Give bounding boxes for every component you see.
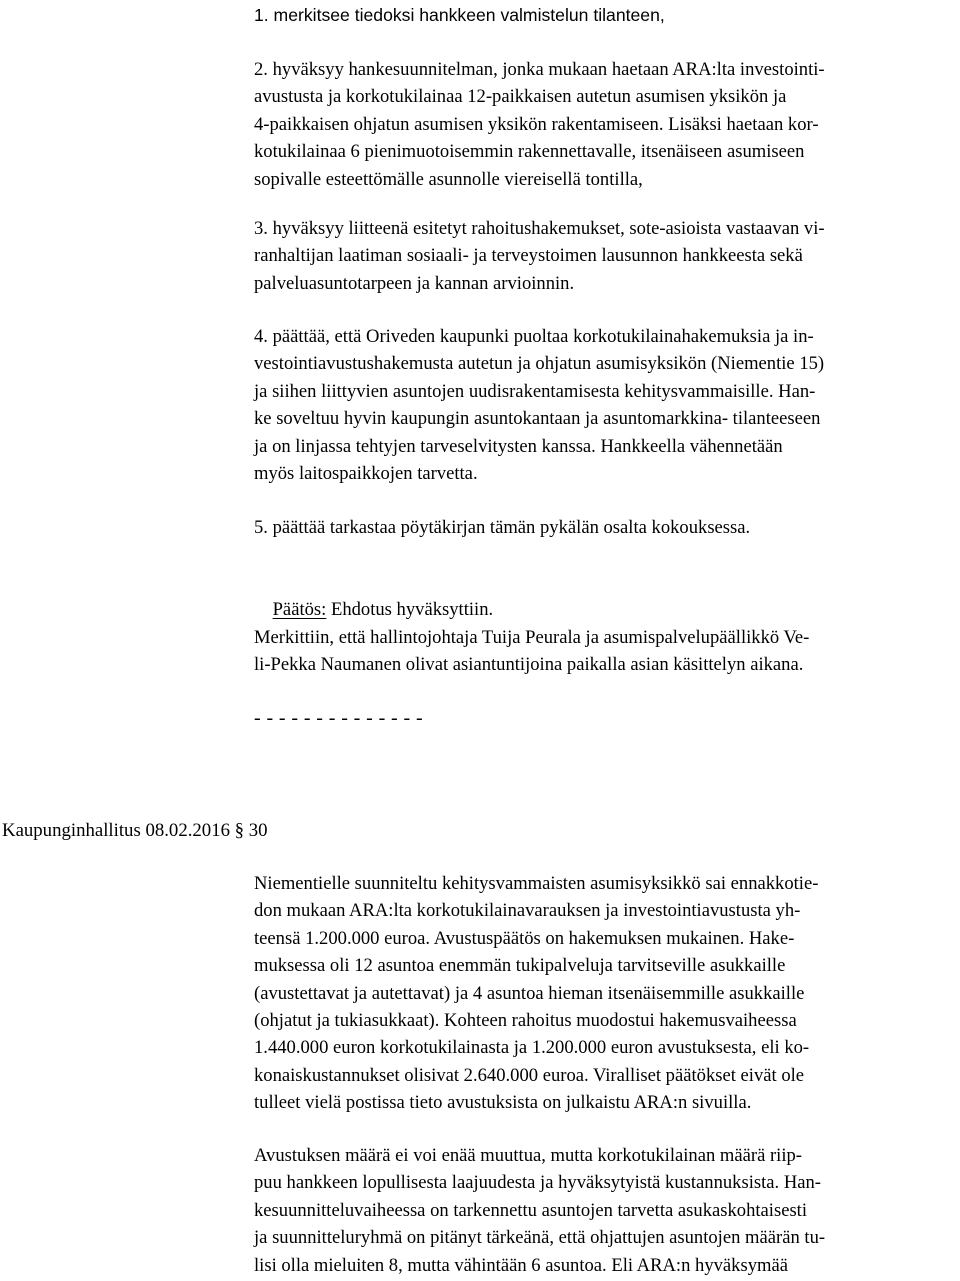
text-line: ke soveltuu hyvin kaupungin asuntokantaan ja asuntomarkkina- tilanteeseen	[254, 408, 821, 430]
text-line: vestointiavustushakemusta autetun ja ohjatun asumisyksikön (Niementie 15)	[254, 353, 825, 375]
separator: - - - - - - - - - - - - - -	[254, 707, 424, 729]
text-line: palveluasuntotarpeen ja kannan arvioinnin.	[254, 272, 575, 294]
text-line: myös laitospaikkojen tarvetta.	[254, 463, 478, 484]
text-line: muksessa oli 12 asuntoa enemmän tukipalveluja tarvitseville asukkaille	[254, 955, 786, 977]
text-line: puu hankkeen lopullisesta laajuudesta ja hyväksytyistä kustannuksista. Han-	[254, 1172, 821, 1194]
text-line: 3. hyväksyy liitteenä esitetyt rahoitushakemukset, sote-asioista vastaavan vi-	[254, 218, 825, 239]
text-line: ja on linjassa tehtyjen tarveselvitysten kanssa. Hankkeella vähennetään	[254, 435, 783, 457]
text-line: lisi olla mieluiten 8, mutta vähintään 6 asuntoa. Eli ARA:n hyväksymää	[254, 1254, 788, 1276]
text-line: Niementielle suunniteltu kehitysvammaisten asumisyksikkö sai ennakkotie-	[254, 873, 819, 894]
text-line: 4-paikkaisen ohjatun asumisen yksikön rakentamiseen. Lisäksi haetaan kor-	[254, 113, 819, 135]
text-line: tulleet vielä postissa tieto avustuksista on julkaistu ARA:n sivuilla.	[254, 1092, 752, 1114]
text-line: Merkittiin, että hallintojohtaja Tuija Peurala ja asumispalvelupäällikkö Ve-	[254, 627, 810, 648]
text-line: kesuunnitteluvaiheessa on tarkennettu asuntojen tarvetta asukaskohtaisesti	[254, 1199, 808, 1221]
text-line: 1.440.000 euron korkotukilainasta ja 1.200.000 euron avustuksesta, eli ko-	[254, 1037, 810, 1059]
text-line: 1. merkitsee tiedoksi hankkeen valmistelun tilanteen,	[254, 5, 665, 25]
text-line: teensä 1.200.000 euroa. Avustuspäätös on hakemuksen mukainen. Hake-	[254, 927, 795, 949]
text-line: (avustettavat ja autettavat) ja 4 asuntoa hieman itsenäisemmille asukkaille	[254, 982, 805, 1004]
text-line: kotukilainaa 6 pienimuotoisemmin rakennettavalle, itsenäiseen asumiseen	[254, 141, 805, 163]
text-line: don mukaan ARA:lta korkotukilainavarauksen ja investointiavustusta yh-	[254, 900, 801, 922]
text-line: ranhaltijan laatiman sosiaali- ja terveystoimen lausunnon hankkeesta sekä	[254, 245, 803, 267]
text-line: 4. päättää, että Oriveden kaupunki puoltaa korkotukilainahakemuksia ja in-	[254, 326, 814, 347]
text-line: konaiskustannukset olisivat 2.640.000 euroa. Viralliset päätökset eivät ole	[254, 1064, 805, 1086]
text-line: (ohjatut ja tukiasukkaat). Kohteen rahoitus muodostui hakemusvaiheessa	[254, 1010, 797, 1031]
text-line: Avustuksen määrä ei voi enää muuttua, mutta korkotukilainan määrä riip-	[254, 1145, 802, 1166]
text-line: avustusta ja korkotukilainaa 12-paikkaisen autetun asumisen yksikön ja	[254, 86, 787, 108]
text-line: 2. hyväksyy hankesuunnitelman, jonka mukaan haetaan ARA:lta investointi-	[254, 59, 825, 80]
text-line: li-Pekka Naumanen olivat asiantuntijoina paikalla asian käsittelyn aikana.	[254, 654, 804, 676]
text-line: ja suunnitteluryhmä on pitänyt tärkeänä, että ohjattujen asuntojen määrän tu-	[254, 1227, 826, 1249]
text-line: 5. päättää tarkastaa pöytäkirjan tämän pykälän osalta kokouksessa.	[254, 517, 751, 538]
decision-label: Päätös:	[272, 599, 327, 620]
meeting-heading: Kaupunginhallitus 08.02.2016 § 30	[2, 820, 268, 841]
text-line: ja siihen liittyvien asuntojen uudisrakentamisesta kehitysvammaisille. Han-	[254, 380, 816, 402]
decision-text: Ehdotus hyväksyttiin.	[326, 599, 494, 620]
text-line: sopivalle esteettömälle asunnolle viereisellä tontilla,	[254, 168, 643, 190]
